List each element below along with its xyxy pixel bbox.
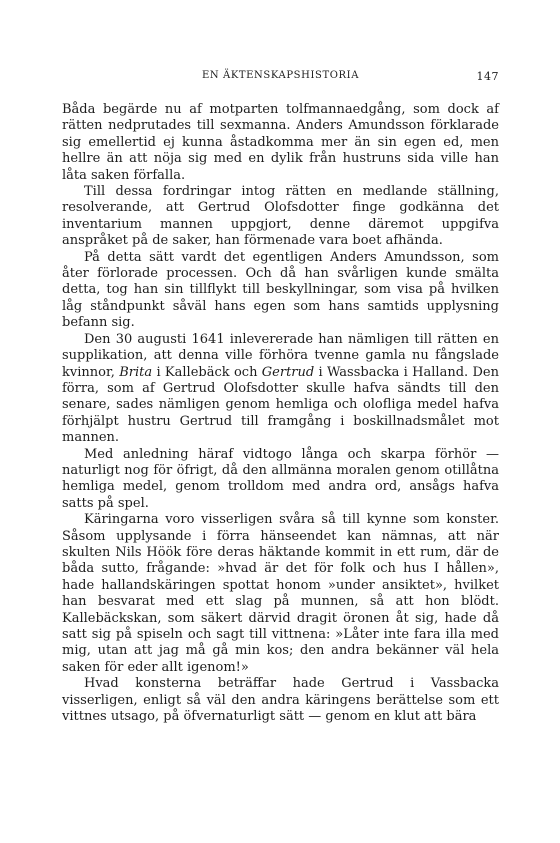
paragraph-text: Den 30 augusti 1641 inlevererade han nämligen till rätten en supplikation, att denna ville förhöra tvenne gamla nu fångslade kvinnor, bbox=[62, 331, 499, 380]
paragraph bbox=[62, 676, 499, 725]
paragraph-text: På detta sätt vardt det egentligen Anders Amundsson, som åter förlorade processen. Och då han svårligen kunde smälta detta, tog han sin tillflykt till beskyllningar, som visa på hvilken låg ståndpunkt såväl hans egen som hans samtids upplysning befann sig. bbox=[62, 249, 499, 331]
paragraph-text: Båda begärde nu af motparten tolfmannaedgång, som dock af rätten nedprutades till sexmanna. Anders Amundsson förklarade sig emellertid ej kunna åstadkomma mer än sin egen ed, men hellre än att nöja sig med en dylik från hustruns sida ville han låta saken förfalla. bbox=[62, 102, 499, 183]
paragraph bbox=[62, 250, 499, 332]
page-number: 147 bbox=[476, 70, 499, 83]
running-title: EN ÄKTENSKAPSHISTORIA bbox=[201, 70, 360, 81]
paragraph bbox=[62, 447, 499, 513]
body-text bbox=[62, 102, 499, 725]
paragraph-text: Med anledning häraf vidtogo långa och skarpa förhör — naturligt nog för öfrigt, då den allmänna moralen genom otillåtna hemliga medel, genom trolldom med andra ord, ansågs hafva satts på spel. bbox=[62, 446, 499, 511]
paragraph-text: Käringarna voro visserligen svåra så till kynne som konster. Såsom upplysande i förra hänseendet kan nämnas, att när skulten Nils Höök före deras häktande kommit in ett rum, där de båda sutto, frågande: »hvad är det för folk och hus I hållen», hade hallandskäringen spottat honom »under ansiktet», hvilket han besvarat med ett slag på munnen, så att hon blödt. Kallebäckskan, som säkert därvid dragit öronen åt sig, hade då satt sig på spiseln och sagt till vittnena: »Låter inte fara illa med mig, utan att jag må gå min kos; den andra bekänner väl hela saken för eder allt igenom!» bbox=[62, 512, 499, 675]
paragraph-text: i Wassbacka i Halland. Den förra, som af Gertrud Olofsdotter skulle hafva sändts till den senare, sades nämligen genom hemliga och olofliga medel hafva förhjälpt hustru Gertrud till framgång i boskillnadsmålet mot mannen. bbox=[62, 364, 499, 446]
book-page bbox=[62, 70, 499, 725]
paragraph bbox=[62, 512, 499, 676]
running-head bbox=[62, 70, 499, 86]
italic-name: Brita bbox=[119, 364, 153, 380]
paragraph-text: Till dessa fordringar intog rätten en medlande ställning, resolverande, att Gertrud Olofsdotter finge godkänna det inventarium mannen uppgjort, denne däremot uppgifva anspråket på de saker, han förmenade vara boet afhända. bbox=[62, 184, 499, 249]
italic-name: Gertrud bbox=[261, 364, 315, 380]
paragraph bbox=[62, 332, 499, 447]
paragraph bbox=[62, 102, 499, 184]
paragraph-text: i Kallebäck och bbox=[152, 364, 262, 380]
paragraph bbox=[62, 184, 499, 250]
paragraph-text: Hvad konsterna beträffar hade Gertrud i Vassbacka visserligen, enligt så väl den andra käringens berättelse som ett vittnes utsago, på öfvernaturligt sätt — genom en klut att bära bbox=[62, 676, 499, 725]
